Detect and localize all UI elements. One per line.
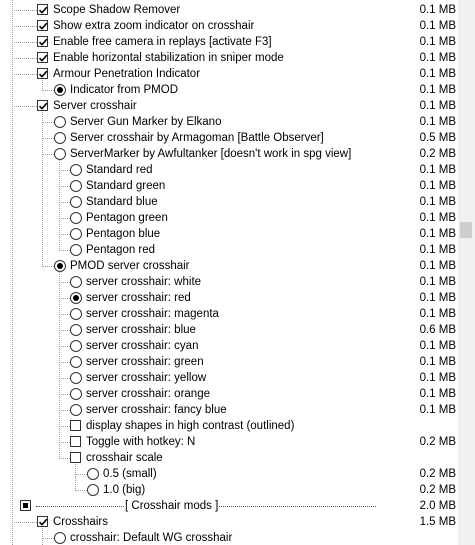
checkmark-icon: [38, 517, 49, 528]
unchecked-checkbox[interactable]: [70, 452, 81, 463]
radio-button[interactable]: [54, 116, 66, 128]
tree-guide-line: [59, 160, 60, 251]
checkmark-icon: [38, 69, 49, 80]
component-size: 0.1 MB: [419, 276, 456, 288]
component-label: Indicator from PMOD: [70, 84, 178, 96]
tree-row-server-crosshair-white[interactable]: [0, 274, 458, 290]
vertical-scrollbar[interactable]: [458, 0, 475, 545]
checked-checkbox[interactable]: [37, 20, 48, 31]
radio-button[interactable]: [70, 388, 82, 400]
component-label: Standard green: [86, 180, 166, 192]
selected-radio-button[interactable]: [54, 260, 66, 272]
component-size: 0.6 MB: [419, 324, 456, 336]
component-label: Pentagon blue: [86, 228, 161, 240]
radio-button[interactable]: [70, 324, 82, 336]
tree-connector: [12, 74, 37, 75]
tree-connector: [12, 58, 37, 59]
tree-connector: [12, 42, 37, 43]
radio-button[interactable]: [70, 340, 82, 352]
group-indeterminate-checkbox[interactable]: [20, 500, 31, 511]
radio-button[interactable]: [70, 196, 82, 208]
tree-row-pmod-server-crosshair[interactable]: [0, 258, 458, 274]
component-size: 0.2 MB: [419, 468, 456, 480]
tree-connector: [42, 538, 54, 539]
tree-row-scope-shadow-remover[interactable]: [0, 2, 458, 18]
unchecked-checkbox[interactable]: [70, 420, 81, 431]
checked-checkbox[interactable]: [37, 68, 48, 79]
component-label: Crosshairs: [53, 516, 108, 528]
radio-button[interactable]: [87, 484, 99, 496]
tree-guide-line: [42, 528, 43, 545]
tree-connector: [59, 426, 70, 427]
tree-row-standard-green[interactable]: [0, 178, 458, 194]
component-size: 0.5 MB: [419, 132, 456, 144]
radio-button[interactable]: [70, 244, 82, 256]
component-size: 0.1 MB: [419, 100, 456, 112]
tree-row-armour-penetration-indicator[interactable]: [0, 66, 458, 82]
tree-connector: [12, 10, 37, 11]
component-size: 0.1 MB: [419, 52, 456, 64]
tree-guide-line: [42, 80, 43, 91]
unchecked-checkbox[interactable]: [70, 436, 81, 447]
tree-connector: [59, 186, 70, 187]
component-label: PMOD server crosshair: [70, 260, 190, 272]
tree-row-servermarker-by-awfultanker-doesn-t-work[interactable]: [0, 146, 458, 162]
tree-row-server-crosshair-fancy-blue[interactable]: [0, 402, 458, 418]
radio-button[interactable]: [70, 404, 82, 416]
tree-connector: [59, 362, 70, 363]
component-label: Server crosshair: [53, 100, 137, 112]
tree-connector: [59, 298, 70, 299]
tree-connector: [59, 378, 70, 379]
component-size: 0.1 MB: [419, 116, 456, 128]
component-label: crosshair: Default WG crosshair: [70, 532, 233, 544]
tree-row-server-crosshair-blue[interactable]: [0, 322, 458, 338]
component-label: server crosshair: magenta: [86, 308, 219, 320]
tree-row-server-crosshair-magenta[interactable]: [0, 306, 458, 322]
component-size: 0.2 MB: [419, 436, 456, 448]
component-size: 0.1 MB: [419, 356, 456, 368]
selected-radio-button[interactable]: [70, 292, 82, 304]
checkmark-icon: [38, 37, 49, 48]
tree-connector: [75, 490, 87, 491]
component-label: server crosshair: fancy blue: [86, 404, 227, 416]
tree-guide-line: [42, 112, 43, 267]
component-label: Pentagon red: [86, 244, 156, 256]
component-size: 0.1 MB: [419, 292, 456, 304]
tree-row-server-crosshair-yellow[interactable]: [0, 370, 458, 386]
component-size: 0.1 MB: [419, 404, 456, 416]
tree-row-indicator-from-pmod[interactable]: [0, 82, 458, 98]
component-label: Pentagon green: [86, 212, 168, 224]
tree-row-server-crosshair-red[interactable]: [0, 290, 458, 306]
component-size: 0.1 MB: [419, 164, 456, 176]
radio-button[interactable]: [70, 276, 82, 288]
component-label: display shapes in high contrast (outlined): [86, 420, 295, 432]
radio-button[interactable]: [54, 132, 66, 144]
checked-checkbox[interactable]: [37, 516, 48, 527]
radio-button[interactable]: [54, 532, 66, 544]
component-size: 0.1 MB: [419, 244, 456, 256]
checked-checkbox[interactable]: [37, 4, 48, 15]
tree-row-crosshair-mods[interactable]: [0, 498, 458, 514]
component-label: Toggle with hotkey: N: [86, 436, 196, 448]
radio-button[interactable]: [87, 468, 99, 480]
tree-row-enable-free-camera-in-replays-activate-f[interactable]: [0, 34, 458, 50]
tree-connector: [59, 346, 70, 347]
tree-connector: [59, 282, 70, 283]
tree-connector: [42, 154, 54, 155]
tree-connector: [12, 106, 37, 107]
radio-button[interactable]: [70, 372, 82, 384]
tree-row-crosshairs[interactable]: [0, 514, 458, 530]
component-label: ServerMarker by Awfultanker [doesn't work in spg view]: [70, 148, 352, 160]
component-size: 0.1 MB: [419, 372, 456, 384]
component-label: server crosshair: cyan: [86, 340, 199, 352]
component-label: Armour Penetration Indicator: [53, 68, 201, 80]
component-label: Enable horizontal stabilization in sniper mode: [53, 52, 284, 64]
tree-row-1-0-big[interactable]: [0, 482, 458, 498]
tree-row-pentagon-blue[interactable]: [0, 226, 458, 242]
checked-checkbox[interactable]: [37, 36, 48, 47]
tree-connector: [12, 26, 37, 27]
component-size: 0.1 MB: [419, 388, 456, 400]
checkmark-icon: [38, 53, 49, 64]
separator-label: [ Crosshair mods ]: [125, 500, 219, 512]
scrollbar-thumb[interactable]: [460, 222, 472, 238]
component-size: 0.1 MB: [419, 340, 456, 352]
component-size: 0.1 MB: [419, 212, 456, 224]
component-size: 0.1 MB: [419, 196, 456, 208]
component-label: crosshair scale: [86, 452, 163, 464]
tree-connector: [59, 410, 70, 411]
component-label: 1.0 (big): [103, 484, 146, 496]
tree-row-0-5-small[interactable]: [0, 466, 458, 482]
tree-connector: [42, 90, 54, 91]
tree-row-server-crosshair-cyan[interactable]: [0, 338, 458, 354]
component-label: Standard blue: [86, 196, 158, 208]
tree-row-crosshair-scale[interactable]: [0, 450, 458, 466]
radio-button[interactable]: [70, 308, 82, 320]
component-label: Server Gun Marker by Elkano: [70, 116, 222, 128]
tree-row-standard-red[interactable]: [0, 162, 458, 178]
tree-connector: [59, 442, 70, 443]
component-size: 0.1 MB: [419, 308, 456, 320]
component-size: 0.1 MB: [419, 4, 456, 16]
component-size: 2.0 MB: [419, 500, 456, 512]
component-label: Scope Shadow Remover: [53, 4, 181, 16]
component-size: 0.1 MB: [419, 260, 456, 272]
radio-button[interactable]: [70, 356, 82, 368]
component-size: 0.1 MB: [419, 36, 456, 48]
component-size: 0.2 MB: [419, 148, 456, 160]
tree-guide-line: [59, 272, 60, 459]
checkmark-icon: [38, 5, 49, 16]
radio-button[interactable]: [70, 164, 82, 176]
component-size: 1.5 MB: [419, 516, 456, 528]
checked-checkbox[interactable]: [37, 100, 48, 111]
radio-button[interactable]: [70, 212, 82, 224]
tree-connector: [59, 458, 70, 459]
tree-row-pentagon-red[interactable]: [0, 242, 458, 258]
radio-button[interactable]: [54, 148, 66, 160]
tree-row-server-crosshair-orange[interactable]: [0, 386, 458, 402]
component-label: Server crosshair by Armagoman [Battle Observer]: [70, 132, 324, 144]
tree-connector: [42, 138, 54, 139]
component-size: 0.1 MB: [419, 20, 456, 32]
component-label: Standard red: [86, 164, 153, 176]
tree-row-enable-horizontal-stabilization-in-snipe[interactable]: [0, 50, 458, 66]
tree-connector: [59, 250, 70, 251]
tree-connector: [59, 314, 70, 315]
component-size: 0.1 MB: [419, 228, 456, 240]
component-size: 0.1 MB: [419, 68, 456, 80]
checked-checkbox[interactable]: [37, 52, 48, 63]
tree-row-standard-blue[interactable]: [0, 194, 458, 210]
tree-connector: [59, 394, 70, 395]
component-label: server crosshair: red: [86, 292, 191, 304]
tree-row-server-gun-marker-by-elkano[interactable]: [0, 114, 458, 130]
checkmark-icon: [38, 101, 49, 112]
component-size: 0.1 MB: [419, 180, 456, 192]
component-label: server crosshair: blue: [86, 324, 196, 336]
tree-connector: [59, 202, 70, 203]
tree-row-server-crosshair-by-armagoman-battle-obs[interactable]: [0, 130, 458, 146]
tree-connector: [42, 266, 54, 267]
tree-row-toggle-with-hotkey-n[interactable]: [0, 434, 458, 450]
radio-button[interactable]: [70, 228, 82, 240]
selected-radio-button[interactable]: [54, 84, 66, 96]
tree-connector: [75, 474, 87, 475]
tree-row-crosshair-default-wg-crosshair[interactable]: [0, 530, 458, 545]
component-size: 0.2 MB: [419, 484, 456, 496]
tree-connector: [42, 122, 54, 123]
tree-connector: [12, 522, 37, 523]
tree-row-pentagon-green[interactable]: [0, 210, 458, 226]
tree-row-server-crosshair[interactable]: [0, 98, 458, 114]
tree-row-display-shapes-in-high-contrast-outlined[interactable]: [0, 418, 458, 434]
tree-connector: [59, 170, 70, 171]
component-label: server crosshair: yellow: [86, 372, 207, 384]
checkmark-icon: [38, 21, 49, 32]
component-label: server crosshair: white: [86, 276, 202, 288]
tree-connector: [59, 218, 70, 219]
component-size: 0.1 MB: [419, 84, 456, 96]
tree-connector: [59, 330, 70, 331]
component-label: 0.5 (small): [103, 468, 157, 480]
component-label: server crosshair: orange: [86, 388, 210, 400]
component-label: server crosshair: green: [86, 356, 204, 368]
tree-row-show-extra-zoom-indicator-on-crosshair[interactable]: [0, 18, 458, 34]
component-label: Enable free camera in replays [activate F3]: [53, 36, 272, 48]
tree-row-server-crosshair-green[interactable]: [0, 354, 458, 370]
tree-connector: [59, 234, 70, 235]
component-label: Show extra zoom indicator on crosshair: [53, 20, 255, 32]
tree-guide-line: [75, 464, 76, 491]
radio-button[interactable]: [70, 180, 82, 192]
